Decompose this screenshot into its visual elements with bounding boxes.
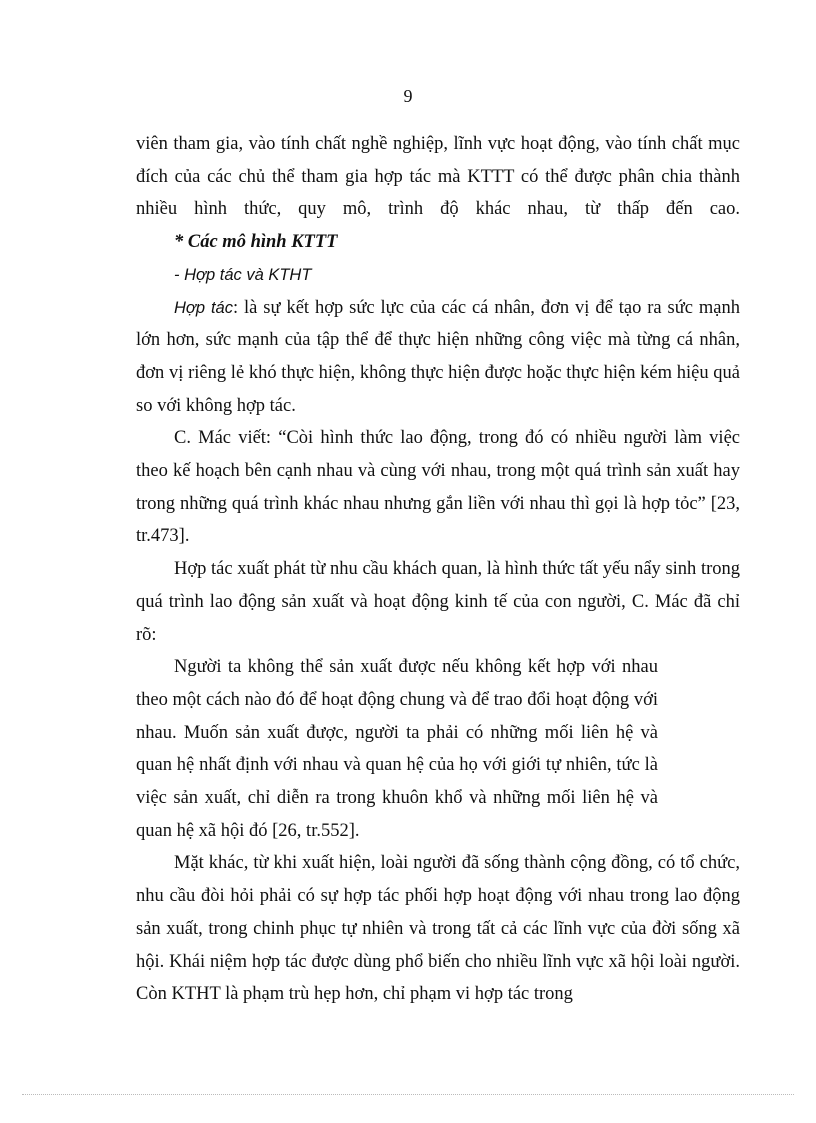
- page-bottom-divider: [22, 1094, 794, 1095]
- subsection-heading: - Hợp tác và KTHT: [174, 265, 312, 284]
- block-quote: Người ta không thể sản xuất được nếu không kết hợp với nhau theo một cách nào đó để hoạt động chung và để trao đổi hoạt động với nhau. Muốn sản xuất được, người ta phải có những mối liên hệ và quan hệ nhất định với nhau và quan hệ của họ với giới tự nhiên, tức là việc sản xuất, chỉ diễn ra trong khuôn khổ và những mối liên hệ và quan hệ xã hội đó [26, tr.552].: [136, 657, 658, 841]
- paragraph-definition: [136, 292, 740, 423]
- definition-text: : là sự kết hợp sức lực của các cá nhân, đơn vị để tạo ra sức mạnh lớn hơn, sức mạnh của tập thể để thực hiện những công việc mà từng cá nhân, đơn vị riêng lẻ khó thực hiện, không thực hiện được hoặc thực hiện kém hiệu quả so với không hợp tác.: [136, 297, 740, 416]
- section-heading: * Các mô hình KTTT: [174, 232, 338, 253]
- document-body: [136, 128, 740, 1011]
- paragraph-origin: Hợp tác xuất phát từ nhu cầu khách quan, là hình thức tất yếu nẩy sinh trong quá trình lao động sản xuất và hoạt động kinh tế của con người, C. Mác đã chỉ rõ:: [136, 559, 740, 645]
- paragraph-marx-quote: C. Mác viết: “Còi hình thức lao động, trong đó có nhiều người làm việc theo kế hoạch bên cạnh nhau và cùng với nhau, trong một quá trình sản xuất hay trong những quá trình khác nhau nhưng gắn liền với nhau thì gọi là hợp tỏc” [23, tr.473].: [136, 428, 740, 547]
- paragraph-community: Mặt khác, từ khi xuất hiện, loài người đã sống thành cộng đồng, có tổ chức, nhu cầu đòi hỏi phải có sự hợp tác phối hợp hoạt động với nhau trong lao động sản xuất, trong chinh phục tự nhiên và trong tất cả các lĩnh vực của đời sống xã hội. Khái niệm hợp tác được dùng phổ biến cho nhiều lĩnh vực xã hội loài người. Còn KTHT là phạm trù hẹp hơn, chỉ phạm vi hợp tác trong: [136, 853, 740, 1005]
- paragraph-continuation: viên tham gia, vào tính chất nghề nghiệp, lĩnh vực hoạt động, vào tính chất mục đích của các chủ thể tham gia hợp tác mà KTTT có thể được phân chia thành nhiều hình thức, quy mô, trình độ khác nhau, từ thấp đến cao.: [136, 134, 740, 220]
- defined-term: Hợp tác: [174, 298, 233, 317]
- page-number: 9: [403, 86, 413, 106]
